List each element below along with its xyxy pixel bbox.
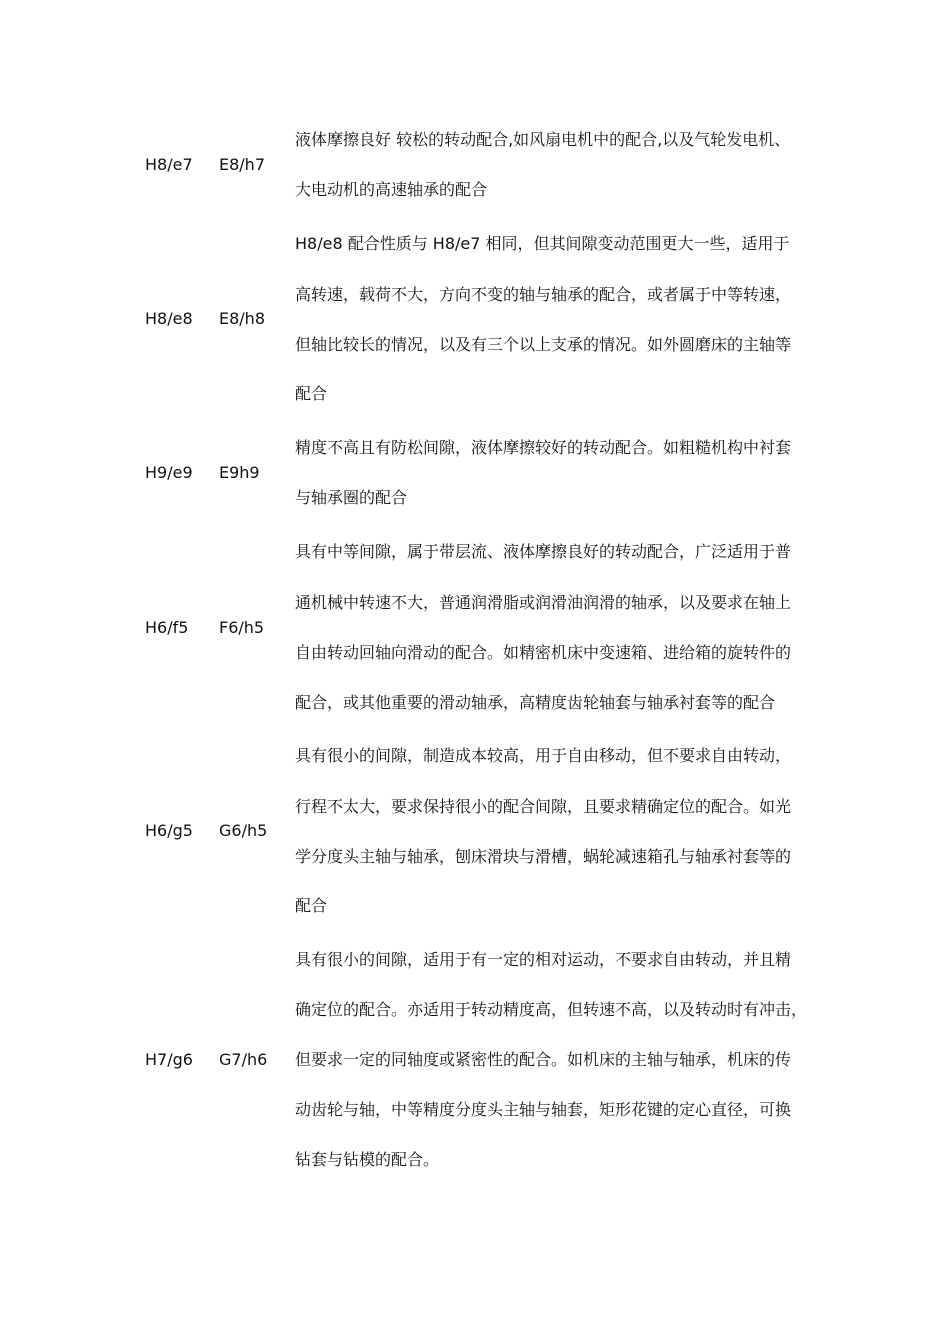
- hole-basis-fit: H6/g5: [145, 821, 193, 840]
- description-line: 钻套与钻模的配合。: [295, 1150, 440, 1169]
- shaft-basis-fit: F6/h5: [219, 618, 265, 637]
- shaft-basis-fit: E8/h8: [219, 309, 265, 328]
- hole-basis-fit: H7/g6: [145, 1050, 193, 1069]
- hole-basis-fit: H8/e7: [145, 155, 193, 174]
- hole-basis-fit: H9/e9: [145, 463, 193, 482]
- description-line: 配合，或其他重要的滑动轴承，高精度齿轮轴套与轴承衬套等的配合: [295, 693, 776, 712]
- description-line: 大电动机的高速轴承的配合: [295, 180, 488, 199]
- description-line: 配合: [295, 384, 328, 403]
- description-line: 具有中等间隙，属于带层流、液体摩擦良好的转动配合，广泛适用于普: [295, 542, 792, 561]
- description-line: 配合: [295, 896, 328, 915]
- description-line: 高转速，载荷不大，方向不变的轴与轴承的配合，或者属于中等转速，: [295, 285, 792, 304]
- description-line: 动齿轮与轴，中等精度分度头主轴与轴套，矩形花键的定心直径，可换: [295, 1100, 792, 1119]
- shaft-basis-fit: E9h9: [219, 463, 260, 482]
- hole-basis-fit: H8/e8: [145, 309, 193, 328]
- description-line: 自由转动回轴向滑动的配合。如精密机床中变速箱、进给箱的旋转件的: [295, 643, 792, 662]
- description-line: 确定位的配合。亦适用于转动精度高，但转速不高，以及转动时有冲击，: [295, 1000, 808, 1019]
- hole-basis-fit: H6/f5: [145, 618, 189, 637]
- description-line: 液体摩擦良好 较松的转动配合,如风扇电机中的配合,以及气轮发电机、: [295, 130, 791, 149]
- description-line: 学分度头主轴与轴承，刨床滑块与滑槽，蜗轮减速箱孔与轴承衬套等的: [295, 847, 792, 866]
- description-line: 具有很小的间隙，制造成本较高，用于自由移动，但不要求自由转动，: [295, 746, 792, 765]
- description-line: 但要求一定的同轴度或紧密性的配合。如机床的主轴与轴承，机床的传: [295, 1050, 792, 1069]
- description-line: 但轴比较长的情况，以及有三个以上支承的情况。如外圆磨床的主轴等: [295, 335, 792, 354]
- description-line: 具有很小的间隙，适用于有一定的相对运动，不要求自由转动，并且精: [295, 950, 792, 969]
- description-line: 行程不太大，要求保持很小的配合间隙，且要求精确定位的配合。如光: [295, 797, 792, 816]
- description-line: 精度不高且有防松间隙，液体摩擦较好的转动配合。如粗糙机构中衬套: [295, 438, 792, 457]
- description-line: 与轴承圈的配合: [295, 488, 408, 507]
- description-line: H8/e8 配合性质与 H8/e7 相同，但其间隙变动范围更大一些，适用于: [295, 234, 790, 253]
- shaft-basis-fit: G7/h6: [219, 1050, 268, 1069]
- shaft-basis-fit: E8/h7: [219, 155, 265, 174]
- shaft-basis-fit: G6/h5: [219, 821, 268, 840]
- description-line: 通机械中转速不大，普通润滑脂或润滑油润滑的轴承，以及要求在轴上: [295, 593, 792, 612]
